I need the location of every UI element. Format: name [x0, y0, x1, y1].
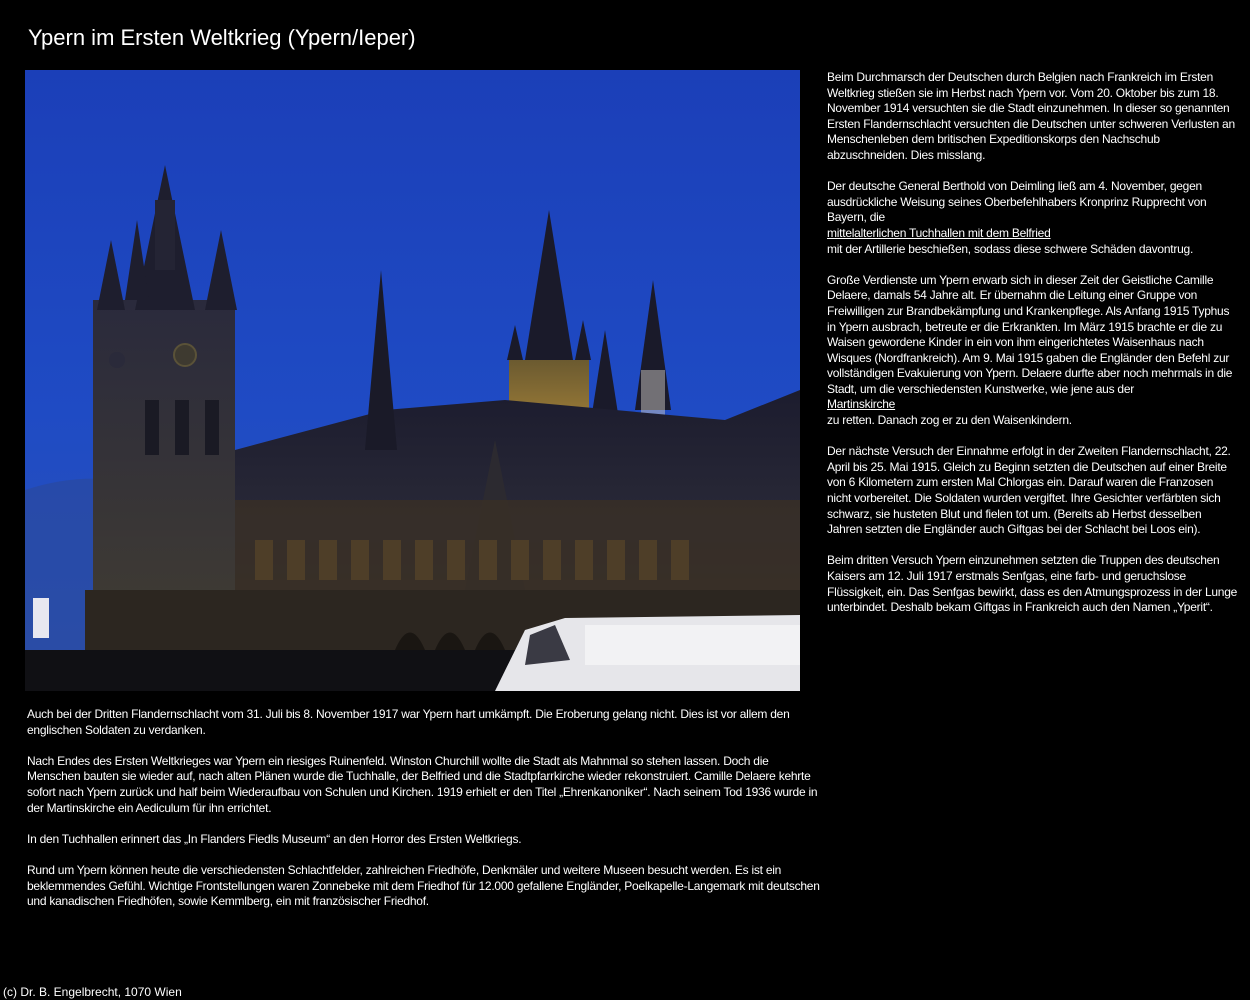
van: [495, 615, 800, 691]
paragraph: Rund um Ypern können heute die verschiedensten Schlachtfelder, zahlreichen Friedhöfe, Denkmäler und weitere Museen besucht werden. Es ist ein beklemmendes Gefühl. Wichtige Frontstellungen waren Zonnebeke mit dem Friedhof für 12.000 gefallene Engländer, Poelkapelle-Langemark mit deutschen und kanadischen Friedhöfen, sowie Kemmlberg, ein mit französischer Friedhof.: [27, 862, 820, 909]
lit-sign: [33, 598, 49, 638]
paragraph-text: Der deutsche General Berthold von Deimling ließ am 4. November, gegen ausdrückliche Weisung seines Oberbefehlhabers Kronprinz Rupprecht von Bayern, die: [827, 179, 1207, 225]
cloth-hall-photo: [25, 70, 800, 691]
martinskirche-link[interactable]: Martinskirche: [827, 397, 896, 412]
paragraph: Beim Durchmarsch der Deutschen durch Belgien nach Frankreich im Ersten Weltkrieg stießen sie im Herbst nach Ypern vor. Vom 20. Oktober bis zum 18. November 1914 versuchten sie die Stadt einzunehmen. In dieser so genannten Ersten Flandernschlacht versuchten die Deutschen unter schweren Verlusten an Menschenleben dem britischen Expeditionskorps den Nachschub abzuschneiden. Dies misslang.: [827, 70, 1235, 162]
paragraph: [827, 179, 1239, 257]
article-right-column: [827, 70, 1239, 631]
paragraph-text: Große Verdienste um Ypern erwarb sich in dieser Zeit der Geistliche Camille Delaere, damals 54 Jahre alt. Er übernahm die Leitung einer Gruppe von Freiwilligen zur Brandbekämpfung und Krankenpflege. Als Anfang 1915 Typhus in Ypern ausbrach, betreute er die Erkrankten. Im März 1915 brachte er die zu Waisen gewordene Kinder in ein von ihm eingerichtetes Waisenhaus nach Wisques (Nordfrankreich). Am 9. Mai 1915 gaben die Engländer den Befehl zur vollständigen Evakuierung von Ypern. Delaere durfte aber noch mehrmals in die Stadt, um die verschiedensten Kunstwerke, wie jene aus der: [827, 272, 1233, 396]
paragraph: In den Tuchhallen erinnert das „In Flanders Fiedls Museum“ an den Horror des Ersten Weltkriegs.: [27, 831, 522, 846]
copyright-footer: (c) Dr. B. Engelbrecht, 1070 Wien: [3, 985, 182, 999]
paragraph: [827, 273, 1239, 429]
paragraph: Auch bei der Dritten Flandernschlacht vom 31. Juli bis 8. November 1917 war Ypern hart umkämpft. Die Eroberung gelang nicht. Dies ist vor allem den englischen Soldaten zu verdanken.: [27, 707, 790, 737]
paragraph: Beim dritten Versuch Ypern einzunehmen setzten die Truppen des deutschen Kaisers am 12. Juli 1917 erstmals Senfgas, eine farb- und geruchslose Flüssigkeit, ein. Das Senfgas bewirkt, dass es den Atmungsprozess in der Lunge unterbindet. Deshalb bekam Giftgas in Frankreich auch den Namen „Yperit“.: [827, 553, 1238, 615]
paragraph: Der nächste Versuch der Einnahme erfolgt in der Zweiten Flandernschlacht, 22. April bis 25. Mai 1915. Gleich zu Beginn setzten die Deutschen auf einer Breite von 6 Kilometern zum ersten Mal Chlorgas ein. Darauf waren die Franzosen nicht vorbereitet. Die Soldaten wurden vergiftet. Ihre Gesichter verfärbten sich schwarz, sie husteten Blut und fielen tot um. (Bereits ab Herbst desselben Jahren setzten die Engländer auch Giftgas bei der Schlacht bei Loos ein).: [827, 444, 1231, 537]
page-title: Ypern im Ersten Weltkrieg (Ypern/Ieper): [28, 25, 416, 50]
paragraph-text: mit der Artillerie beschießen, sodass diese schwere Schäden davontrug.: [827, 241, 1194, 256]
paragraph: Nach Endes des Ersten Weltkrieges war Ypern ein riesiges Ruinenfeld. Winston Churchill wollte die Stadt als Mahnmal so stehen lassen. Doch die Menschen bauten sie wieder auf, nach alten Plänen wurde die Tuchhalle, der Belfried und die Stadtpfarrkirche wieder rekonstruiert. Camille Delaere kehrte sofort nach Ypern zurück und half beim Wiederaufbau von Schulen und Kirchen. 1919 erhielt er den Titel „Ehrenkanoniker“. Nach seinem Tod 1936 wurde in der Martinskirche ein Aediculum für ihn errichtet.: [27, 753, 818, 815]
article-bottom-column: [27, 707, 823, 925]
paragraph-text: zu retten. Danach zog er zu den Waisenkindern.: [827, 413, 1072, 428]
cloth-hall-link[interactable]: mittelalterlichen Tuchhallen mit dem Belfried: [827, 225, 1051, 240]
